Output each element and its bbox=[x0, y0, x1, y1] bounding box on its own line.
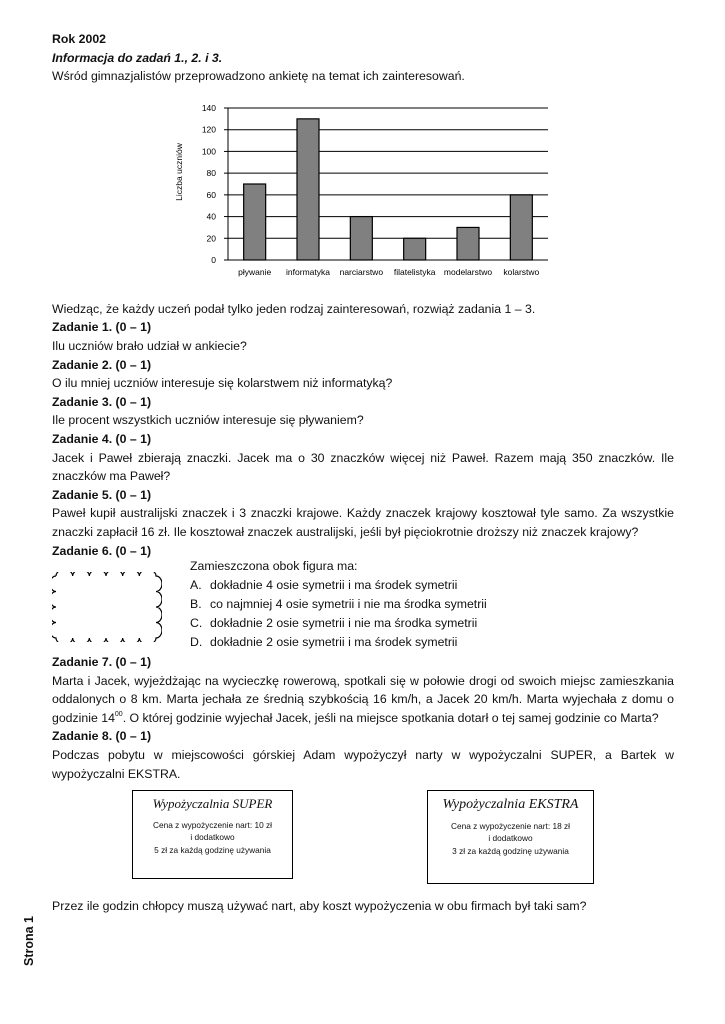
scalloped-rectangle-figure bbox=[52, 572, 162, 642]
task-4-text: Jacek i Paweł zbierają znaczki. Jacek ma o 30 znaczków więcej niż Paweł. Razem mają 350 znaczków. Ile znaczków ma Paweł? bbox=[52, 450, 674, 484]
y-tick-label-140: 140 bbox=[201, 103, 216, 113]
wavy-figure bbox=[52, 572, 162, 647]
x-tick-label-pływanie: pływanie bbox=[238, 267, 272, 277]
x-tick-label-filatelistyka: filatelistyka bbox=[393, 267, 436, 277]
y-tick-label-20: 20 bbox=[206, 233, 216, 244]
bar-pływanie bbox=[244, 184, 266, 260]
task-7-title: Zadanie 7. (0 – 1) bbox=[52, 655, 152, 670]
ekstra-hourly-line: 3 zł za każdą godzinę używania bbox=[452, 845, 569, 856]
bar-modelarstwo bbox=[457, 227, 479, 260]
task-7-text bbox=[52, 672, 674, 728]
task-4-title: Zadanie 4. (0 – 1) bbox=[52, 431, 152, 446]
y-tick-label-120: 120 bbox=[201, 124, 216, 135]
ekstra-rental-box bbox=[427, 790, 594, 884]
task-1-title: Zadanie 1. (0 – 1) bbox=[52, 320, 152, 335]
task-7-sup: 00 bbox=[114, 710, 123, 718]
intro-text: Wśród gimnazjalistów przeprowadzono ankietę na temat ich zainteresowań. bbox=[52, 69, 465, 84]
super-price-line: Cena z wypożyczenie nart: 10 zł bbox=[153, 819, 272, 830]
ekstra-price-line: Cena z wypożyczenie nart: 18 zł bbox=[451, 820, 570, 831]
y-tick-label-60: 60 bbox=[206, 189, 216, 200]
x-tick-label-kolarstwo: kolarstwo bbox=[503, 267, 540, 277]
bar-chart-svg bbox=[170, 98, 560, 284]
super-hourly-line: 5 zł za każdą godzinę używania bbox=[154, 844, 271, 855]
super-rental-title: Wypożyczalnia SUPER bbox=[152, 796, 273, 811]
after-chart-text: Wiedząc, że każdy uczeń podał tylko jeden rodzaj zainteresowań, rozwiąż zadania 1 – 3. bbox=[52, 301, 536, 316]
x-tick-label-narciarstwo: narciarstwo bbox=[339, 267, 384, 277]
task-6-options bbox=[190, 557, 487, 652]
task-8-question: Przez ile godzin chłopcy muszą używać nart, aby koszt wypożyczenia w obu firmach był taki sam? bbox=[52, 899, 587, 913]
bar-narciarstwo bbox=[350, 217, 372, 260]
task-1-text: Ilu uczniów brało udział w ankiecie? bbox=[52, 338, 247, 353]
interests-bar-chart bbox=[170, 98, 560, 289]
task-6-option-d: D. dokładnie 2 osie symetrii i ma środek symetrii bbox=[190, 635, 458, 649]
task-6-lead: Zamieszczona obok figura ma: bbox=[190, 559, 358, 573]
task-6-option-a: A. dokładnie 4 osie symetrii i ma środek symetrii bbox=[190, 578, 458, 592]
ekstra-rental-title: Wypożyczalnia EKSTRA bbox=[442, 797, 579, 812]
ekstra-extra-line: i dodatkowo bbox=[488, 833, 533, 843]
task-3-text: Ile procent wszystkich uczniów interesuje się pływaniem? bbox=[52, 413, 364, 428]
bar-kolarstwo bbox=[510, 195, 532, 260]
task-3-title: Zadanie 3. (0 – 1) bbox=[52, 394, 152, 409]
y-axis-label: Liczba uczniów bbox=[174, 143, 184, 201]
page-number: Strona 1 bbox=[22, 915, 36, 966]
task-6-title: Zadanie 6. (0 – 1) bbox=[52, 543, 152, 558]
y-tick-label-0: 0 bbox=[211, 255, 216, 265]
task-5-text: Paweł kupił australijski znaczek i 3 znaczki krajowe. Każdy znaczek krajowy kosztował tyle samo. Za wszystkie znaczki zapłacił 16 zł. Ile kosztował znaczek australijski, jeśli był pięciokrotnie droższy niż znaczek krajowy? bbox=[52, 506, 674, 539]
super-extra-line: i dodatkowo bbox=[190, 832, 235, 842]
info-heading: Informacja do zadań 1., 2. i 3. bbox=[52, 50, 223, 65]
y-tick-label-80: 80 bbox=[206, 168, 216, 179]
task-7-text-b: . O której godzinie wyjechał Jacek, jeśli na miejsce spotkania dotarł o tej samej godzinie co Marta? bbox=[122, 710, 659, 725]
bar-informatyka bbox=[297, 119, 319, 260]
year-heading: Rok 2002 bbox=[52, 32, 107, 46]
x-tick-label-informatyka: informatyka bbox=[286, 267, 330, 277]
task-7-text-a: Marta i Jacek, wyjeżdżając na wycieczkę rowerową, spotkali się w połowie drogi od swoich miejsc zamieszkania oddalonych o 8 km. Marta jechała ze średnią szybkością 16 km/h, a Jacek 20 km/h. Marta wyjechała z domu o godzinie 14 bbox=[52, 673, 674, 725]
bar-filatelistyka bbox=[404, 238, 426, 260]
y-tick-label-40: 40 bbox=[206, 211, 216, 222]
task-6-option-c: C. dokładnie 2 osie symetrii i nie ma środka symetrii bbox=[190, 616, 478, 630]
y-tick-label-100: 100 bbox=[201, 146, 216, 157]
task-6-option-b: B. co najmniej 4 osie symetrii i nie ma środka symetrii bbox=[190, 597, 487, 611]
task-2-text: O ilu mniej uczniów interesuje się kolarstwem niż informatyką? bbox=[52, 376, 393, 391]
x-tick-label-modelarstwo: modelarstwo bbox=[443, 267, 493, 277]
task-5-title: Zadanie 5. (0 – 1) bbox=[52, 487, 152, 502]
super-rental-box bbox=[132, 790, 293, 879]
task-2-title: Zadanie 2. (0 – 1) bbox=[52, 357, 152, 372]
task-8-text: Podczas pobytu w miejscowości górskiej Adam wypożyczył narty w wypożyczalni SUPER, a Bartek w wypożyczalni EKSTRA. bbox=[52, 748, 674, 781]
task-8-title: Zadanie 8. (0 – 1) bbox=[52, 729, 152, 744]
scalloped-outline bbox=[52, 572, 162, 642]
